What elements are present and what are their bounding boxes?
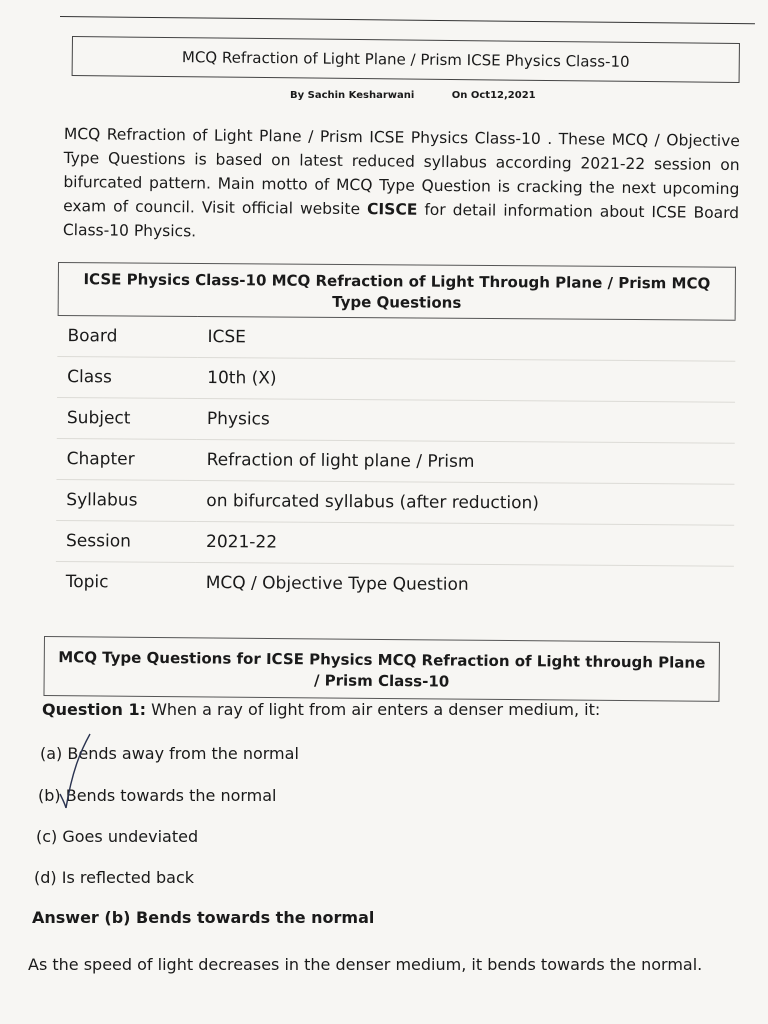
table-row	[56, 520, 734, 566]
section-heading: MCQ Type Questions for ICSE Physics MCQ Refraction of Light through Plane / Prism Class-10	[43, 636, 719, 702]
table-row	[56, 561, 734, 606]
table-key: Board	[57, 315, 197, 357]
intro-paragraph	[63, 122, 740, 249]
table-row	[57, 356, 735, 402]
table-key: Session	[56, 520, 196, 562]
option-d: (d) Is reflected back	[34, 868, 195, 887]
top-rule	[60, 16, 755, 24]
answer: Answer (b) Bends towards the normal	[32, 908, 375, 927]
table-row	[57, 315, 735, 361]
table-value: on bifurcated syllabus (after reduction)	[196, 480, 734, 525]
info-table-heading: ICSE Physics Class-10 MCQ Refraction of Light Through Plane / Prism MCQ Type Questions	[58, 262, 736, 320]
byline-author: By Sachin Kesharwani	[290, 90, 415, 101]
intro-text-part2: for detail information about ICSE Board Class-10 Physics.	[62, 200, 740, 241]
option-c: (c) Goes undeviated	[36, 827, 199, 846]
intro-link-cisce: CISCE	[366, 200, 418, 219]
table-row	[56, 438, 734, 484]
table-value: 10th (X)	[197, 357, 735, 402]
table-key: Subject	[57, 397, 197, 439]
document-title-box	[72, 36, 740, 83]
option-b: (b) Bends towards the normal	[38, 786, 277, 805]
question-label: Question 1:	[42, 700, 146, 719]
question-1	[42, 700, 600, 719]
table-key: Syllabus	[56, 479, 196, 521]
question-text: When a ray of light from air enters a denser medium, it:	[151, 700, 601, 719]
table-row	[57, 397, 735, 443]
table-value: 2021-22	[196, 521, 734, 566]
byline	[290, 90, 536, 101]
intro-text-part1: MCQ Refraction of Light Plane / Prism ICSE Physics Class-10 . These MCQ / Objective Type Questions is based on latest reduced syllabus according 2021-22 session on bifurcated pattern. Main motto of MCQ Type Question is cracking the next upcoming exam of council. Visit official website	[63, 124, 740, 219]
table-key: Class	[57, 356, 197, 398]
byline-date: On Oct12,2021	[451, 90, 536, 101]
explanation: As the speed of light decreases in the denser medium, it bends towards the normal.	[28, 955, 703, 974]
info-table-section	[56, 262, 736, 607]
document-title: MCQ Refraction of Light Plane / Prism ICSE Physics Class-10	[181, 48, 630, 71]
table-value: ICSE	[197, 316, 735, 361]
table-value: Refraction of light plane / Prism	[196, 439, 734, 484]
table-key: Chapter	[56, 438, 196, 480]
option-a: (a) Bends away from the normal	[40, 744, 299, 763]
info-table	[56, 315, 736, 607]
table-key: Topic	[56, 561, 196, 602]
table-value: MCQ / Objective Type Question	[196, 562, 734, 606]
table-value: Physics	[197, 398, 735, 443]
table-row	[56, 479, 734, 525]
